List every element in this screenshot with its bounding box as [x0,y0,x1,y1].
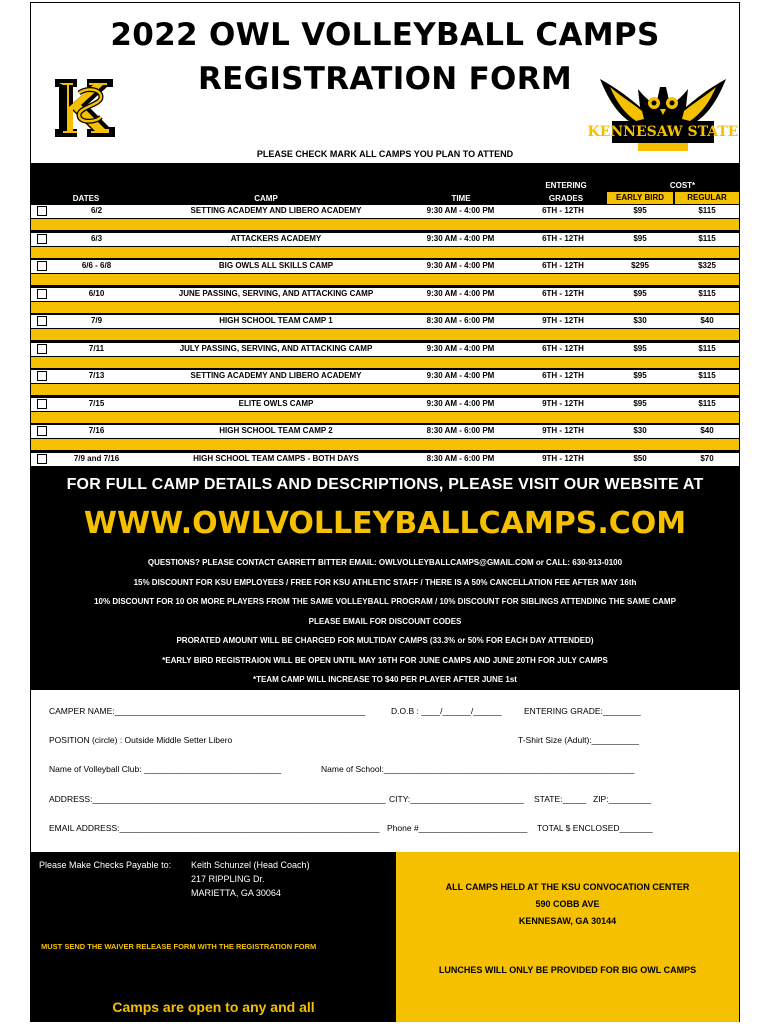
cell-grades: 6TH - 12TH [542,233,584,243]
header-regular: REGULAR [675,192,739,204]
payment-panel [31,852,396,1022]
cell-regular: $115 [698,371,716,380]
camp-schedule-table [31,163,739,468]
cell-regular: $70 [700,453,714,463]
header-dates: DATES [72,194,100,203]
cell-regular: $115 [698,343,716,353]
cell-grades: 6TH - 12TH [542,261,584,270]
cell-grades: 9TH - 12TH [542,316,584,325]
cell-early: $95 [633,233,647,243]
cell-regular: $40 [700,316,714,325]
table-row [31,425,739,438]
logo-wordmark: KENNESAW STATE [587,124,739,140]
row-spacer [31,357,739,368]
page-title: 2022 OWL VOLLEYBALL CAMPS [110,17,660,53]
cell-time: 8:30 AM - 6:00 PM [426,316,495,325]
cell-time: 9:30 AM - 4:00 PM [426,288,495,298]
cell-early: $30 [633,316,647,325]
address-field[interactable]: ADDRESS:______________________________________________________________ [49,794,386,804]
cell-time: 9:30 AM - 4:00 PM [426,261,495,270]
cell-date: 6/3 [90,233,103,243]
cell-camp: ATTACKERS ACADEMY [230,233,322,243]
location-line-2: 590 COBB AVE [535,899,600,909]
cell-date: 6/10 [88,288,105,298]
row-spacer [31,274,739,285]
info-note: 10% DISCOUNT FOR 10 OR MORE PLAYERS FROM THE SAME VOLLEYBALL PROGRAM / 10% DISCOUNT FOR SIBLINGS ATTENDING THE SAME CAMP [94,597,676,606]
camp-checkbox[interactable] [37,454,47,464]
cell-grades: 6TH - 12TH [542,288,584,298]
lunch-notice: LUNCHES WILL ONLY BE PROVIDED FOR BIG OWL CAMPS [438,965,697,975]
cell-camp: SETTING ACADEMY AND LIBERO ACADEMY [190,371,362,380]
open-to-all-text: Camps are open to any and all [112,999,315,1015]
cell-regular: $40 [700,426,714,435]
cell-early: $95 [633,288,647,298]
camp-checkbox[interactable] [37,426,47,436]
cell-regular: $115 [698,288,716,298]
header-early-bird: EARLY BIRD [607,192,673,204]
header-entering: ENTERING [545,181,587,190]
page-subtitle: REGISTRATION FORM [197,61,573,97]
registration-fields [31,690,739,852]
dob-field[interactable]: D.O.B : ____/______/______ [391,706,502,716]
cell-early: $30 [633,426,647,435]
camp-checkbox[interactable] [37,344,47,354]
cell-regular: $325 [698,261,716,270]
header-grades: GRADES [548,194,584,203]
cell-early: $95 [633,371,647,380]
cell-grades: 9TH - 12TH [542,453,584,463]
cell-early: $295 [631,261,649,270]
cell-date: 7/13 [88,371,105,380]
cell-camp: JUNE PASSING, SERVING, AND ATTACKING CAMP [178,288,374,298]
cell-grades: 6TH - 12TH [542,343,584,353]
camp-checkbox[interactable] [37,234,47,244]
header [31,3,739,163]
info-note: PRORATED AMOUNT WILL BE CHARGED FOR MULTIDAY CAMPS (33.3% or 50% FOR EACH DAY ATTENDED) [176,636,594,645]
location-line-1: ALL CAMPS HELD AT THE KSU CONVOCATION CENTER [445,882,690,892]
camp-checkbox[interactable] [37,316,47,326]
location-line-3: KENNESAW, GA 30144 [518,916,617,926]
cell-time: 8:30 AM - 6:00 PM [426,453,495,463]
cell-time: 9:30 AM - 4:00 PM [426,206,495,215]
cell-camp: HIGH SCHOOL TEAM CAMP 2 [219,426,333,435]
cell-date: 7/9 [90,316,103,325]
zip-field[interactable]: ZIP:_________ [593,794,652,804]
table-row [31,398,739,411]
row-spacer [31,384,739,395]
cell-camp: SETTING ACADEMY AND LIBERO ACADEMY [190,206,362,215]
cell-camp: BIG OWLS ALL SKILLS CAMP [218,261,334,270]
website-link[interactable]: WWW.OWLVOLLEYBALLCAMPS.COM [83,506,687,541]
row-spacer [31,412,739,423]
info-banner [31,468,739,690]
cell-date: 7/9 and 7/16 [73,453,120,463]
state-field[interactable]: STATE:_____ [534,794,587,804]
header-camp: CAMP [254,194,278,203]
table-row [31,343,739,356]
cell-time: 9:30 AM - 4:00 PM [426,343,495,353]
visit-website-text: FOR FULL CAMP DETAILS AND DESCRIPTIONS, PLEASE VISIT OUR WEBSITE AT [66,476,704,493]
club-name-field[interactable]: Name of Volleyball Club: _____________________________ [49,764,282,774]
camp-checkbox[interactable] [37,371,47,381]
row-spacer [31,439,739,450]
cell-time: 9:30 AM - 4:00 PM [426,371,495,380]
header-time: TIME [451,194,471,203]
row-spacer [31,247,739,258]
cell-early: $95 [633,343,647,353]
ks-logo [49,75,125,141]
school-name-field[interactable]: Name of School:_____________________________________________________ [321,764,635,774]
camp-checkbox[interactable] [37,206,47,216]
table-row [31,233,739,246]
cell-regular: $115 [698,398,716,408]
location-panel [396,852,739,1022]
table-row [31,260,739,273]
cell-early: $95 [633,206,647,215]
cell-date: 6/6 - 6/8 [81,261,112,270]
info-note: PLEASE EMAIL FOR DISCOUNT CODES [308,616,462,626]
cell-camp: ELITE OWLS CAMP [238,398,314,408]
camp-checkbox[interactable] [37,289,47,299]
table-row [31,453,739,466]
cell-camp: HIGH SCHOOL TEAM CAMPS - BOTH DAYS [193,453,359,463]
city-field[interactable]: CITY:________________________ [389,794,524,804]
instruction-text: PLEASE CHECK MARK ALL CAMPS YOU PLAN TO ATTEND [256,149,514,159]
registration-form-page [30,2,740,1022]
cell-date: 7/15 [88,398,105,408]
row-spacer [31,219,739,230]
table-row [31,205,739,218]
info-note: *TEAM CAMP WILL INCREASE TO $40 PER PLAYER AFTER JUNE 1st [253,675,517,684]
info-note: QUESTIONS? PLEASE CONTACT GARRETT BITTER EMAIL: OWLVOLLEYBALLCAMPS@GMAIL.COM or CALL: 630-913-0100 [147,558,623,567]
cell-grades: 6TH - 12TH [542,206,584,215]
camper-name-field[interactable]: CAMPER NAME:_____________________________________________________ [49,706,366,716]
cell-grades: 9TH - 12TH [542,398,584,408]
cell-grades: 6TH - 12TH [542,371,584,380]
cell-time: 8:30 AM - 6:00 PM [426,426,495,435]
cell-early: $95 [633,398,647,408]
cell-date: 7/11 [88,343,105,353]
payable-to-street: 217 RIPPLING Dr. [191,874,265,884]
table-row [31,370,739,383]
table-row [31,288,739,301]
cell-early: $50 [633,453,647,463]
camp-checkbox[interactable] [37,261,47,271]
cell-time: 9:30 AM - 4:00 PM [426,233,495,243]
entering-grade-field[interactable]: ENTERING GRADE:________ [524,706,641,716]
header-cost: COST* [669,181,696,190]
email-field[interactable]: EMAIL ADDRESS:_______________________________________________________ [49,823,380,833]
position-field[interactable]: POSITION (circle) : Outside Middle Setter Libero [49,735,233,745]
cell-time: 9:30 AM - 4:00 PM [426,398,495,408]
payable-to-label: Please Make Checks Payable to: [39,860,172,870]
waiver-notice: MUST SEND THE WAIVER RELEASE FORM WITH THE REGISTRATION FORM [41,942,317,951]
phone-field[interactable]: Phone #_______________________ [387,823,528,833]
total-enclosed-field[interactable]: TOTAL $ ENCLOSED_______ [537,823,653,833]
payable-to-name: Keith Schunzel (Head Coach) [191,860,310,870]
kennesaw-owl-logo [587,69,739,155]
cell-regular: $115 [698,233,716,243]
tshirt-size-field[interactable]: T-Shirt Size (Adult):__________ [518,735,639,745]
table-row [31,315,739,328]
payable-to-city: MARIETTA, GA 30064 [191,888,281,898]
info-note: *EARLY BIRD REGISTRAION WILL BE OPEN UNTIL MAY 16TH FOR JUNE CAMPS AND JUNE 20TH FOR JULY CAMPS [162,655,608,665]
cell-regular: $115 [698,206,716,215]
info-note: 15% DISCOUNT FOR KSU EMPLOYEES / FREE FOR KSU ATHLETIC STAFF / THERE IS A 50% CANCELLATION FEE AFTER MAY 16th [133,577,637,587]
camp-checkbox[interactable] [37,399,47,409]
cell-date: 7/16 [88,426,105,435]
row-spacer [31,329,739,340]
cell-grades: 9TH - 12TH [542,426,584,435]
row-spacer [31,302,739,313]
cell-camp: HIGH SCHOOL TEAM CAMP 1 [219,316,333,325]
cell-camp: JULY PASSING, SERVING, AND ATTACKING CAMP [179,343,373,353]
cell-date: 6/2 [90,206,103,215]
